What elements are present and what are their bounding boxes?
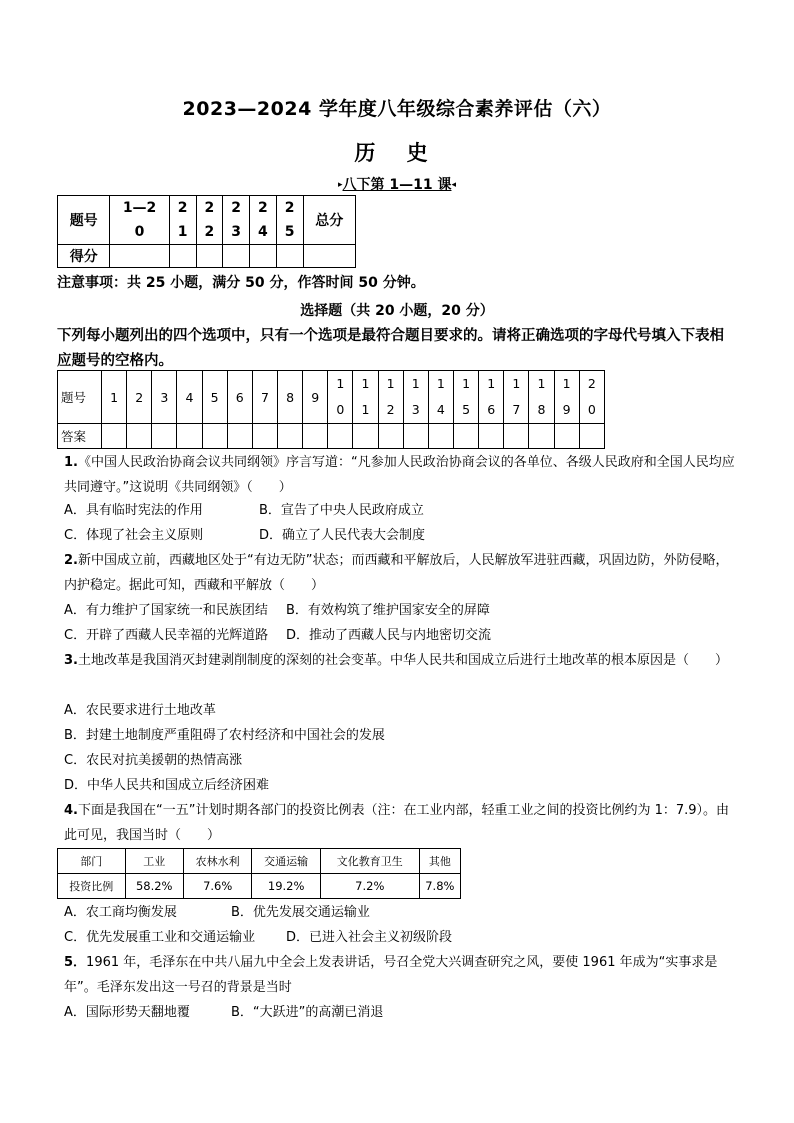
answer-col-number: 8 <box>277 371 302 424</box>
investment-value: 7.2% <box>320 874 419 899</box>
answer-col-number: 1 1 <box>353 371 378 424</box>
option-a[interactable]: A．国际形势天翻地覆 <box>64 1005 190 1020</box>
answer-table-label-answer: 答案 <box>58 424 102 449</box>
option-b[interactable]: B．优先发展交通运输业 <box>231 905 370 920</box>
investment-row-label: 投资比例 <box>58 874 126 899</box>
score-cell[interactable] <box>303 245 355 268</box>
answer-cell[interactable] <box>403 424 428 449</box>
option-b[interactable]: B．宣告了中央人民政府成立 <box>259 503 424 518</box>
question-2-stem <box>64 548 740 598</box>
answer-col-number: 2 <box>127 371 152 424</box>
answer-col-number: 9 <box>303 371 328 424</box>
question-4-options-row2 <box>64 925 453 950</box>
lesson-scope <box>0 174 794 194</box>
option-a[interactable]: A．有力维护了国家统一和民族团结 <box>64 603 268 618</box>
scope-left-marker: ▸ <box>337 180 343 190</box>
score-col-24: 2 4 <box>250 196 277 245</box>
score-col-21: 2 1 <box>169 196 196 245</box>
score-cell[interactable] <box>223 245 250 268</box>
subject-title: 历 史 <box>354 141 440 165</box>
option-c[interactable]: C．开辟了西藏人民幸福的光辉道路 <box>64 628 269 643</box>
question-text: 下面是我国在“一五”计划时期各部门的投资比例表（注：在工业内部，轻重工业之间的投资比例约为 1：7.9）。由此可见，我国当时（ ） <box>64 803 730 843</box>
question-text: 《中国人民政治协商会议共同纲领》序言写道：“凡参加人民政治协商会议的各单位、各级人民政府和全国人民均应共同遵守。”这说明《共同纲领》（ ） <box>64 455 735 495</box>
score-total-label: 总分 <box>303 196 355 245</box>
scope-right-marker: ◂ <box>451 180 457 190</box>
answer-cell[interactable] <box>202 424 227 449</box>
question-4-stem <box>64 798 740 848</box>
score-table-label-question: 题号 <box>58 196 110 245</box>
question-3-option-b[interactable]: B．封建土地制度严重阻碍了农村经济和中国社会的发展 <box>64 728 385 743</box>
question-text: 新中国成立前，西藏地区处于“有边无防”状态；而西藏和平解放后，人民解放军进驻西藏，巩固边防，外防侵略，内护稳定。据此可知，西藏和平解放（ ） <box>64 553 729 593</box>
answer-cell[interactable] <box>428 424 453 449</box>
option-b[interactable]: B．“大跃进”的高潮已消退 <box>231 1005 384 1020</box>
answer-table-label-question: 题号 <box>58 371 102 424</box>
question-3-stem <box>64 648 740 673</box>
answer-col-number: 1 3 <box>403 371 428 424</box>
answer-cell[interactable] <box>353 424 378 449</box>
answer-cell[interactable] <box>102 424 127 449</box>
question-5-options-row1 <box>64 1000 384 1025</box>
score-cell[interactable] <box>169 245 196 268</box>
answer-cell[interactable] <box>579 424 604 449</box>
answer-cell[interactable] <box>504 424 529 449</box>
answer-col-number: 5 <box>202 371 227 424</box>
answer-col-number: 1 <box>102 371 127 424</box>
option-d[interactable]: D．确立了人民代表大会制度 <box>259 528 426 543</box>
answer-col-number: 1 2 <box>378 371 403 424</box>
answer-col-number: 1 8 <box>529 371 554 424</box>
question-2-options-row1 <box>64 598 490 623</box>
question-3-option-c[interactable]: C．农民对抗美援朝的热情高涨 <box>64 753 243 768</box>
scope-text: 八下第 1—11 课 <box>342 177 452 193</box>
score-cell[interactable] <box>196 245 223 268</box>
investment-value: 19.2% <box>252 874 321 899</box>
question-text: 1961 年，毛泽东在中共八届九中全会上发表讲话，号召全党大兴调查研究之风，要使 1961 年成为“实事求是年”。毛泽东发出这一号召的背景是当时 <box>64 955 718 995</box>
answer-cell[interactable] <box>378 424 403 449</box>
question-1-options-row1 <box>64 498 424 523</box>
question-1-options-row2 <box>64 523 426 548</box>
answer-col-number: 1 7 <box>504 371 529 424</box>
score-cell[interactable] <box>250 245 277 268</box>
answer-cell[interactable] <box>127 424 152 449</box>
option-d[interactable]: D．推动了西藏人民与内地密切交流 <box>286 628 492 643</box>
exam-title: 2023—2024 学年度八年级综合素养评估（六） <box>182 98 612 120</box>
question-number: 1. <box>64 455 78 470</box>
answer-cell[interactable] <box>328 424 353 449</box>
answer-col-number: 1 0 <box>328 371 353 424</box>
investment-value: 58.2% <box>125 874 183 899</box>
investment-header: 部门 <box>58 849 126 874</box>
answer-col-number: 6 <box>227 371 252 424</box>
score-table-label-score: 得分 <box>58 245 110 268</box>
score-cell[interactable] <box>110 245 169 268</box>
answer-col-number: 1 9 <box>554 371 579 424</box>
score-col-22: 2 2 <box>196 196 223 245</box>
answer-col-number: 3 <box>152 371 177 424</box>
section-heading: 选择题（共 20 小题，20 分） <box>300 303 494 319</box>
question-number: 5． <box>64 955 87 970</box>
investment-value: 7.6% <box>183 874 252 899</box>
answer-cell[interactable] <box>252 424 277 449</box>
investment-table <box>57 848 461 899</box>
investment-header: 农林水利 <box>183 849 252 874</box>
answer-cell[interactable] <box>453 424 478 449</box>
score-col-25: 2 5 <box>276 196 303 245</box>
question-3-option-d[interactable]: D．中华人民共和国成立后经济困难 <box>64 778 270 793</box>
investment-header: 工业 <box>125 849 183 874</box>
question-number: 2. <box>64 553 78 568</box>
question-number: 4. <box>64 803 78 818</box>
question-1-stem <box>64 450 740 500</box>
answer-col-number: 2 0 <box>579 371 604 424</box>
answer-col-number: 1 6 <box>479 371 504 424</box>
answer-cell[interactable] <box>303 424 328 449</box>
investment-value: 7.8% <box>419 874 460 899</box>
answer-col-number: 1 5 <box>453 371 478 424</box>
answer-cell[interactable] <box>529 424 554 449</box>
investment-header: 其他 <box>419 849 460 874</box>
score-col-23: 2 3 <box>223 196 250 245</box>
score-col-1-20: 1—2 0 <box>110 196 169 245</box>
score-cell[interactable] <box>276 245 303 268</box>
answer-table <box>57 370 605 449</box>
question-4-options-row1 <box>64 900 370 925</box>
option-b[interactable]: B．有效构筑了维护国家安全的屏障 <box>286 603 490 618</box>
answer-cell[interactable] <box>554 424 579 449</box>
option-c[interactable]: C．优先发展重工业和交通运输业 <box>64 930 256 945</box>
answer-cell[interactable] <box>479 424 504 449</box>
investment-header: 文化教育卫生 <box>320 849 419 874</box>
option-d[interactable]: D．已进入社会主义初级阶段 <box>286 930 453 945</box>
answer-cell[interactable] <box>227 424 252 449</box>
answer-cell[interactable] <box>277 424 302 449</box>
answer-col-number: 4 <box>177 371 202 424</box>
answer-cell[interactable] <box>152 424 177 449</box>
option-a[interactable]: A．农工商均衡发展 <box>64 905 177 920</box>
answer-col-number: 1 4 <box>428 371 453 424</box>
exam-notice: 注意事项：共 25 小题，满分 50 分，作答时间 50 分钟。 <box>57 275 425 291</box>
question-2-options-row2 <box>64 623 492 648</box>
score-table <box>57 195 356 268</box>
investment-header: 交通运输 <box>252 849 321 874</box>
answer-cell[interactable] <box>177 424 202 449</box>
question-3-option-a[interactable]: A．农民要求进行土地改革 <box>64 703 216 718</box>
section-instruction: 下列每小题列出的四个选项中，只有一个选项是最符合题目要求的。请将正确选项的字母代号填入下表相应题号的空格内。 <box>57 328 724 369</box>
option-a[interactable]: A．具有临时宪法的作用 <box>64 503 203 518</box>
question-number: 3. <box>64 653 78 668</box>
answer-col-number: 7 <box>252 371 277 424</box>
question-text: 土地改革是我国消灭封建剥削制度的深刻的社会变革。中华人民共和国成立后进行土地改革的根本原因是（ ） <box>77 653 728 668</box>
option-c[interactable]: C．体现了社会主义原则 <box>64 528 204 543</box>
question-5-stem <box>64 950 740 1000</box>
